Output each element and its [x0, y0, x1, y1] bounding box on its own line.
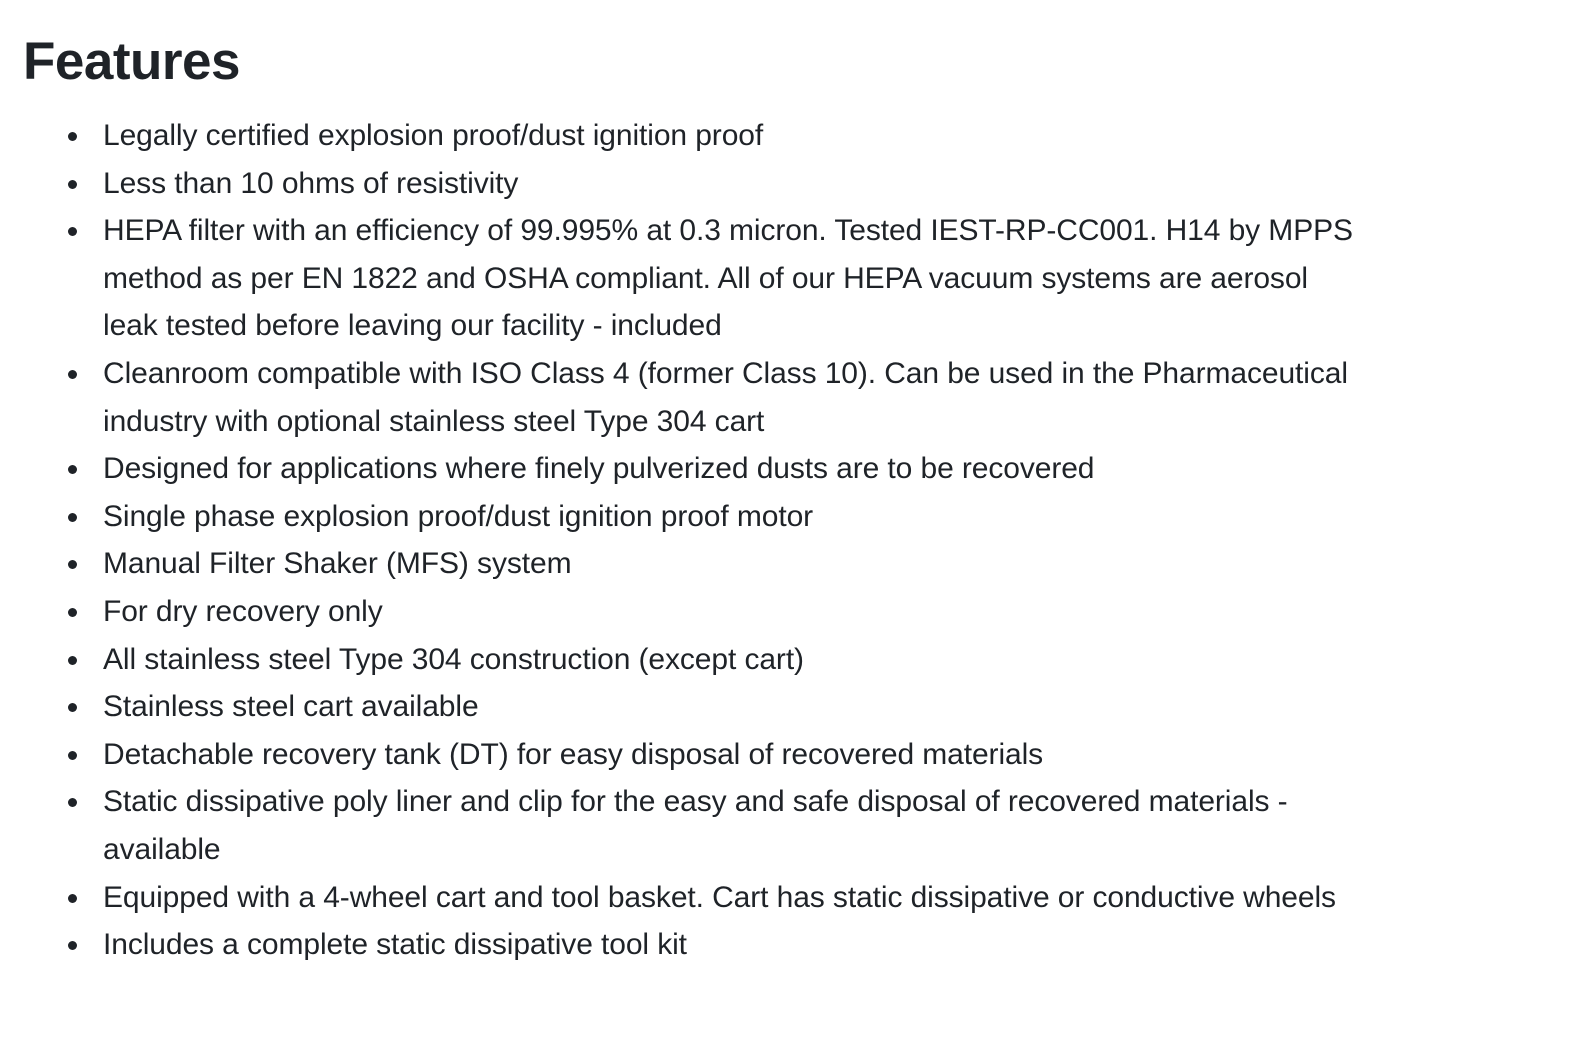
list-item: [103, 636, 1363, 684]
list-item-text: Cleanroom compatible with ISO Class 4 (former Class 10). Can be used in the Pharmaceutical industry with optional stainless steel Type 304 cart: [103, 356, 1348, 438]
bullet-icon: [68, 513, 77, 522]
list-item: [103, 445, 1363, 493]
bullet-icon: [68, 751, 77, 760]
bullet-icon: [68, 465, 77, 474]
features-list: [23, 112, 1363, 969]
list-item-text: All stainless steel Type 304 construction (except cart): [103, 642, 804, 676]
bullet-icon: [68, 656, 77, 665]
list-item: [103, 350, 1363, 445]
bullet-icon: [68, 370, 77, 379]
list-item-text: Equipped with a 4-wheel cart and tool basket. Cart has static dissipative or conductive wheels: [103, 880, 1336, 914]
list-item: [103, 540, 1363, 588]
list-item-text: Static dissipative poly liner and clip for the easy and safe disposal of recovered materials - available: [103, 785, 1288, 866]
list-item: [103, 683, 1363, 731]
bullet-icon: [68, 798, 77, 807]
bullet-icon: [68, 703, 77, 712]
list-item-text: Includes a complete static dissipative tool kit: [103, 928, 687, 962]
bullet-icon: [68, 180, 77, 189]
list-item-text: Legally certified explosion proof/dust ignition proof: [103, 119, 764, 152]
bullet-icon: [68, 132, 77, 141]
list-item-text: Stainless steel cart available: [103, 690, 479, 724]
list-item: [103, 921, 1363, 969]
list-item: [103, 731, 1363, 779]
list-item-text: Single phase explosion proof/dust ignition proof motor: [103, 499, 814, 533]
list-item-text: Designed for applications where finely pulverized dusts are to be recovered: [103, 452, 1095, 486]
list-item-text: Less than 10 ohms of resistivity: [103, 166, 519, 200]
bullet-icon: [68, 894, 77, 903]
bullet-icon: [68, 560, 77, 569]
list-item-text: HEPA filter with an efficiency of 99.995% at 0.3 micron. Tested IEST-RP-CC001. H14 by MPPS method as per EN 1822 and OSHA compliant. All of our HEPA vacuum systems are aerosol leak tested before leaving our facility - included: [103, 214, 1353, 343]
list-item: [103, 778, 1363, 873]
bullet-icon: [68, 941, 77, 950]
list-item: [103, 493, 1363, 541]
page-title: Features: [23, 32, 240, 91]
list-item-text: Detachable recovery tank (DT) for easy disposal of recovered materials: [103, 737, 1044, 771]
list-item: [103, 160, 1363, 208]
bullet-icon: [68, 227, 77, 236]
list-item: [103, 207, 1363, 350]
list-item: [103, 112, 1363, 160]
list-item-text: Manual Filter Shaker (MFS) system: [103, 547, 572, 581]
list-item: [103, 588, 1363, 636]
list-item-text: For dry recovery only: [103, 594, 383, 628]
list-item: [103, 874, 1363, 922]
bullet-icon: [68, 608, 77, 617]
